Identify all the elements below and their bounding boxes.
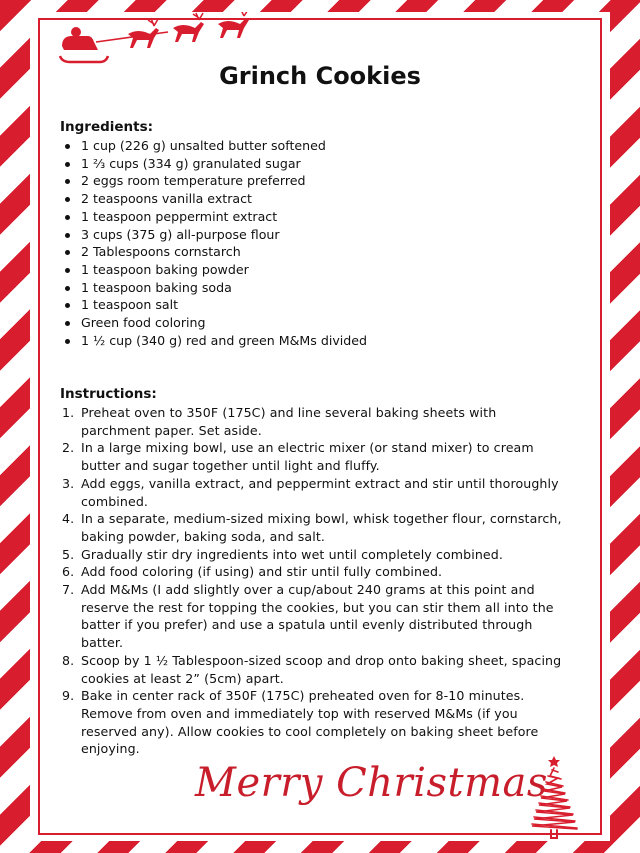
- list-item: [62, 546, 562, 564]
- step-text: In a large mixing bowl, use an electric mixer (or stand mixer) to cream butter and sugar together until light and fluffy.: [81, 440, 534, 474]
- step-number: 7.: [62, 582, 75, 598]
- step-text: Add food coloring (if using) and stir until fully combined.: [81, 564, 443, 580]
- step-number: 5.: [62, 546, 75, 562]
- step-text: Add M&Ms (I add slightly over a cup/about 240 grams at this point and reserve the rest for topping the cookies, but you can stir them all into the batter if you prefer) and use a spatula until evenly distributed through batter.: [81, 582, 554, 651]
- list-item: Green food coloring: [60, 314, 367, 332]
- step-number: 3.: [62, 475, 75, 491]
- christmas-tree-icon: [528, 754, 580, 840]
- step-number: 1.: [62, 405, 75, 420]
- list-item: [62, 581, 562, 652]
- merry-christmas-text: Merry Christmas: [195, 760, 548, 806]
- step-text: Add eggs, vanilla extract, and peppermint extract and stir until thoroughly combined.: [81, 475, 559, 509]
- step-number: 4.: [62, 511, 75, 527]
- list-item: 2 teaspoons vanilla extract: [60, 190, 367, 208]
- list-item: [62, 687, 562, 758]
- list-item: 1 teaspoon peppermint extract: [60, 208, 367, 226]
- ingredients-list: [60, 137, 367, 349]
- step-number: 2.: [62, 440, 75, 456]
- step-number: 8.: [62, 652, 75, 668]
- list-item: 1 ⅔ cups (334 g) granulated sugar: [60, 155, 367, 173]
- list-item: [62, 563, 562, 581]
- list-item: [62, 510, 562, 545]
- step-text: Bake in center rack of 350F (175C) preheated oven for 8-10 minutes. Remove from oven and immediately top with reserved M&Ms (if you reserved any). Allow cookies to cool completely on baking sheet before enjoying.: [81, 688, 539, 757]
- list-item: [62, 439, 562, 474]
- step-text: Gradually stir dry ingredients into wet until completely combined.: [81, 546, 503, 562]
- step-text: In a separate, medium-sized mixing bowl, whisk together flour, cornstarch, baking powder, baking soda, and salt.: [81, 511, 562, 544]
- list-item: 3 cups (375 g) all-purpose flour: [60, 226, 367, 244]
- list-item: 2 Tablespoons cornstarch: [60, 243, 367, 261]
- list-item: 1 cup (226 g) unsalted butter softened: [60, 137, 367, 155]
- list-item: 1 teaspoon salt: [60, 296, 367, 314]
- step-number: 6.: [62, 564, 75, 580]
- list-item: 1 ½ cup (340 g) red and green M&Ms divided: [60, 332, 367, 350]
- list-item: [62, 652, 562, 687]
- list-item: 1 teaspoon baking soda: [60, 279, 367, 297]
- list-item: [62, 404, 562, 439]
- recipe-title: Grinch Cookies: [219, 62, 421, 90]
- step-number: 9.: [62, 688, 75, 704]
- list-item: [62, 475, 562, 510]
- instructions-list: [62, 404, 562, 758]
- step-text: Scoop by 1 ½ Tablespoon-sized scoop and drop onto baking sheet, spacing cookies at least 2” (5cm) apart.: [81, 652, 562, 686]
- step-text: Preheat oven to 350F (175C) and line several baking sheets with parchment paper. Set aside.: [81, 405, 497, 438]
- list-item: 2 eggs room temperature preferred: [60, 172, 367, 190]
- recipe-card: [30, 12, 610, 841]
- list-item: 1 teaspoon baking powder: [60, 261, 367, 279]
- instructions-heading: Instructions:: [60, 386, 157, 402]
- ingredients-heading: Ingredients:: [60, 119, 154, 135]
